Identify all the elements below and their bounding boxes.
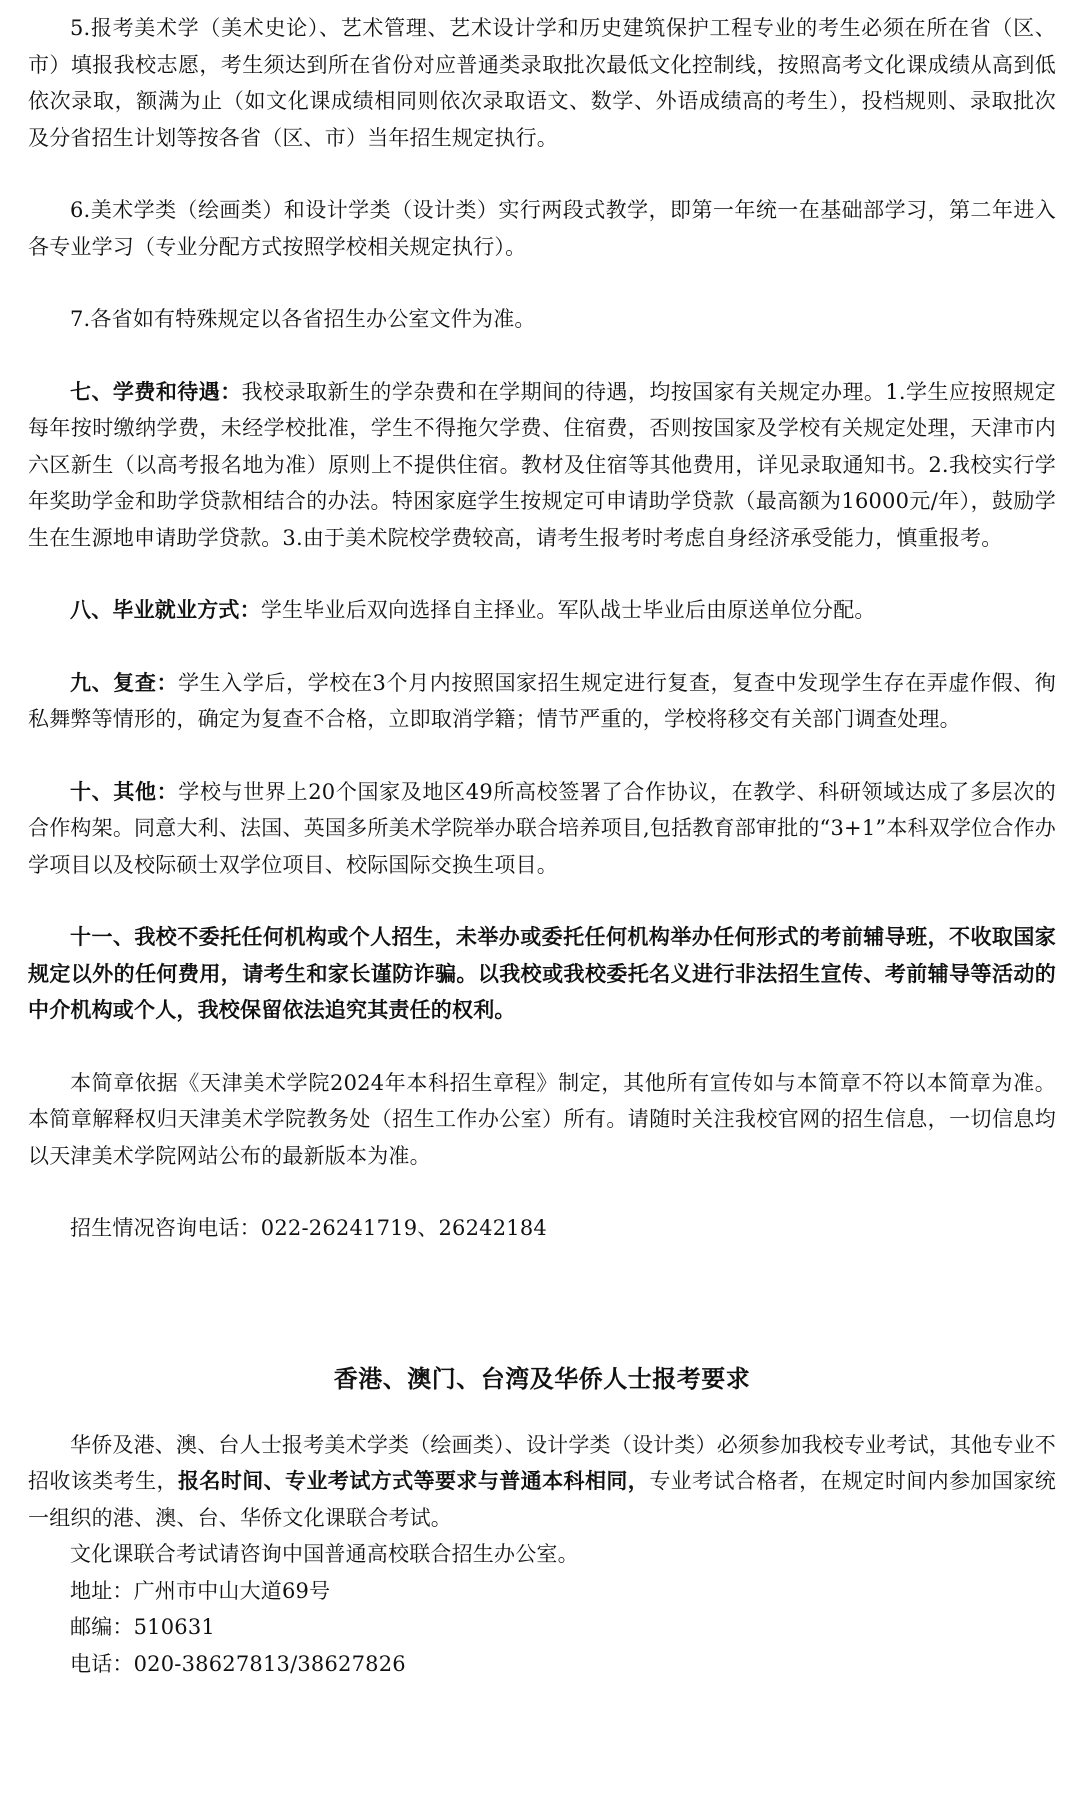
- phone-line: 电话：020-38627813/38627826: [70, 1651, 406, 1676]
- hk-paragraph-part2: 专业考试合格者，在规定时间内参加国家统一组织的港、澳、台、华侨文化课联合考试。: [28, 1469, 1056, 1530]
- item-6-paragraph: 6.美术学类（绘画类）和设计学类（设计类）实行两段式教学，即第一年统一在基础部学习，第二年进入各专业学习（专业分配方式按照学校相关规定执行）。: [28, 198, 1056, 259]
- address-line: 地址：广州市中山大道69号: [70, 1578, 331, 1603]
- hotline-line: 招生情况咨询电话：022-26241719、26242184: [70, 1216, 547, 1240]
- hk-paragraph-part1: 华侨及港、澳、台人士报考美术学类（绘画类）、设计学类（设计类）必须参加我校专业考试，其他专业不招收该类考生，: [28, 1432, 1056, 1493]
- section-7-text: 我校录取新生的学杂费和在学期间的待遇，均按国家有关规定办理。1.学生应按照规定每年按时缴纳学费，未经学校批准，学生不得拖欠学费、住宿费，否则按国家及学校有关规定处理，天津市内六区新生（以高考报名地为准）原则上不提供住宿。教材及住宿等其他费用，详见录取通知书。2.我校实行学年奖助学金和助学贷款相结合的办法。特困家庭学生按规定可申请助学贷款（最高额为16000元/年），鼓励学生在生源地申请助学贷款。3.由于美术院校学费较高，请考生报考时考虑自身经济承受能力，慎重报考。: [28, 379, 1056, 550]
- hk-section-title: 香港、澳门、台湾及华侨人士报考要求: [333, 1363, 751, 1393]
- hk-section-paragraph: [28, 1427, 1056, 1537]
- section-11-paragraph: 十一、我校不委托任何机构或个人招生，未举办或委托任何机构举办任何形式的考前辅导班，不收取国家规定以外的任何费用，请考生和家长谨防诈骗。以我校或我校委托名义进行非法招生宣传、考前辅导等活动的中介机构或个人，我校保留依法追究其责任的权利。: [28, 924, 1056, 1022]
- postcode-line: 邮编：510631: [70, 1615, 215, 1639]
- section-9-text: 学生入学后，学校在3个月内按照国家招生规定进行复查，复查中发现学生存在弄虚作假、徇私舞弊等情形的，确定为复查不合格，立即取消学籍；情节严重的，学校将移交有关部门调查处理。: [28, 670, 1057, 731]
- item-5-paragraph: 5.报考美术学（美术史论）、艺术管理、艺术设计学和历史建筑保护工程专业的考生必须在所在省（区、市）填报我校志愿，考生须达到所在省份对应普通类录取批次最低文化控制线，按照高考文化课成绩从高到低依次录取，额满为止（如文化课成绩相同则依次录取语文、数学、外语成绩高的考生），投档规则、录取批次及分省招生计划等按各省（区、市）当年招生规定执行。: [28, 16, 1056, 150]
- section-8-heading: 八、毕业就业方式：: [70, 597, 261, 622]
- section-7-heading: 七、学费和待遇：: [70, 378, 242, 404]
- section-7-paragraph: [28, 374, 1056, 557]
- section-8-paragraph: [28, 592, 1056, 629]
- statement-paragraph: 本简章依据《天津美术学院2024年本科招生章程》制定，其他所有宣传如与本简章不符以本简章为准。本简章解释权归天津美术学院教务处（招生工作办公室）所有。请随时关注我校官网的招生信息，一切信息均以天津美术学院网站公布的最新版本为准。: [28, 1070, 1056, 1168]
- section-9-heading: 九、复查：: [70, 669, 179, 695]
- joint-exam-line: 文化课联合考试请咨询中国普通高校联合招生办公室。: [70, 1542, 579, 1566]
- section-10-heading: 十、其他：: [70, 778, 179, 804]
- section-8-text: 学生毕业后双向选择自主择业。军队战士毕业后由原送单位分配。: [260, 598, 876, 622]
- section-10-text: 学校与世界上20个国家及地区49所高校签署了合作协议，在教学、科研领域达成了多层次的合作构架。同意大利、法国、英国多所美术学院举办联合培养项目,包括教育部审批的“3+1”本科双学位合作办学项目以及校际硕士双学位项目、校际国际交换生项目。: [28, 779, 1057, 877]
- hk-paragraph-bold: 报名时间、专业考试方式等要求与普通本科相同，: [177, 1468, 650, 1493]
- section-10-paragraph: [28, 774, 1056, 884]
- item-7-paragraph: 7.各省如有特殊规定以各省招生办公室文件为准。: [70, 307, 536, 331]
- section-9-paragraph: [28, 665, 1056, 738]
